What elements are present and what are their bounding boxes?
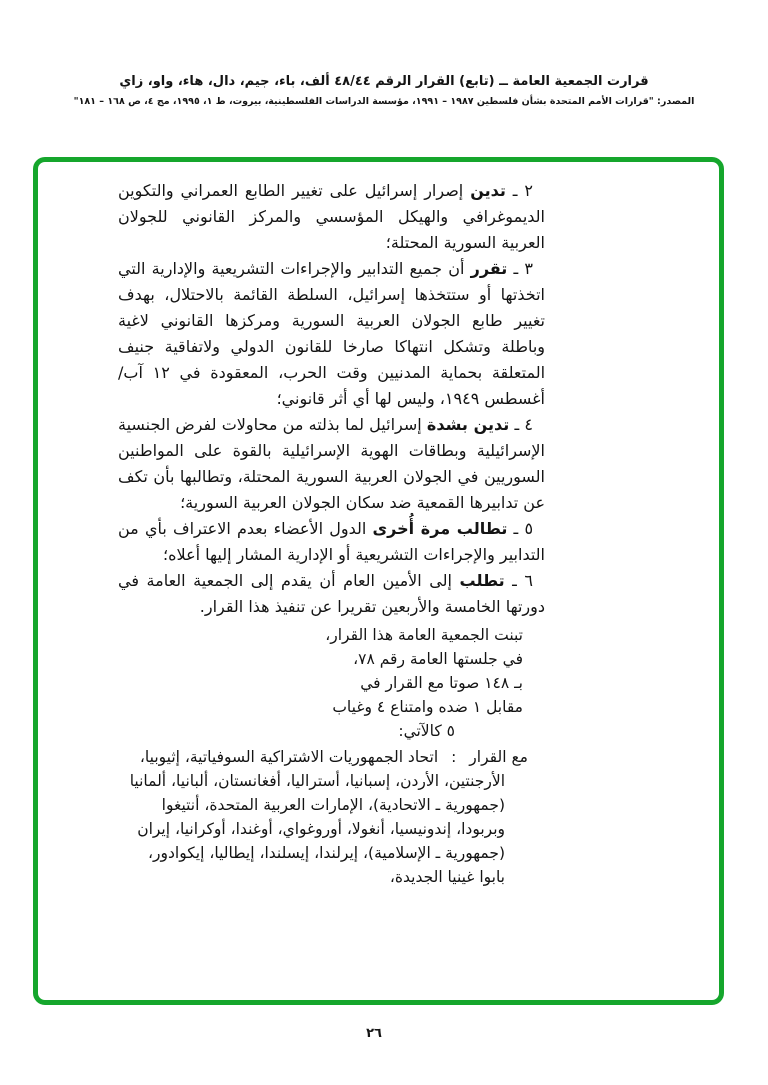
resolution-paragraph-4 xyxy=(118,412,545,516)
adoption-line: بـ ١٤٨ صوتا مع القرار في xyxy=(360,674,523,692)
page-header xyxy=(0,74,768,107)
header-title: قرارت الجمعية العامة ــ (تابع) القرار الرقم ٤٨/٤٤ ألف، باء، جيم، دال، هاء، واو، زاي xyxy=(119,74,649,89)
resolution-paragraph-6 xyxy=(118,568,545,620)
adoption-line: تبنت الجمعية العامة هذا القرار، xyxy=(325,626,523,644)
operative-word: تطلب xyxy=(459,571,505,590)
vote-record-for xyxy=(118,745,528,889)
adoption-line: مقابل ١ ضده وامتناع ٤ وغياب xyxy=(332,698,523,716)
vote-label: مع القرار xyxy=(469,748,528,766)
adoption-note xyxy=(118,623,545,743)
paragraph-text: إصرار إسرائيل على تغيير الطابع العمراني والتكوين الديموغرافي والهيكل المؤسسي والمركز القانوني للجولان العربية السورية المحتلة؛ xyxy=(118,181,545,252)
paragraph-number: ٦ ـ xyxy=(512,571,534,590)
vote-separator: : xyxy=(451,748,457,766)
header-source-citation: المصدر: "قرارات الأمم المتحدة بشأن فلسطين ١٩٨٧ – ١٩٩١، مؤسسة الدراسات الفلسطينية، بيروت، ط ١، ١٩٩٥، مج ٤، ص ١٦٨ – ١٨١" xyxy=(73,96,695,107)
page-number: ٢٦ xyxy=(366,1026,382,1041)
paragraph-text: إسرائيل لما بذلته من محاولات لفرض الجنسية الإسرائيلية وبطاقات الهوية الإسرائيلية بالقوة على المواطنين السوريين في الجولان العربية السورية المحتلة، وتطالبها بأن تكف عن تدابيرها القمعية ضد سكان الجولان العربية السورية؛ xyxy=(118,415,545,512)
vote-countries-list: اتحاد الجمهوريات الاشتراكية السوفياتية، إثيوبيا، الأرجنتين، الأردن، إسبانيا، أستراليا، أفغانستان، ألبانيا، ألمانيا (جمهورية ـ الاتحادية)، الإمارات العربية المتحدة، أنتيغوا وبربودا، إندونيسيا، أنغولا، أوروغواي، أوغندا، أوكرانيا، إيران (جمهورية ـ الإسلامية)، إيرلندا، إيسلندا، إيطاليا، إيكوادور، بابوا غينيا الجديدة، xyxy=(129,748,505,886)
operative-word: تدين بشدة xyxy=(426,415,510,434)
paragraph-number: ٤ ـ xyxy=(514,415,533,434)
paragraph-number: ٣ ـ xyxy=(513,259,533,278)
paragraph-text: الدول الأعضاء بعدم الاعتراف بأي من التدابير والإجراءات التشريعية أو الإدارية المشار إليها أعلاه؛ xyxy=(118,519,545,564)
adoption-line: في جلستها العامة رقم ٧٨، xyxy=(353,650,523,668)
resolution-paragraph-5 xyxy=(118,516,545,568)
resolution-paragraph-2 xyxy=(118,178,545,256)
operative-word: تطالب مرة أُخرى xyxy=(372,519,508,538)
paragraph-text: أن جميع التدابير والإجراءات التشريعية والإدارية التي اتخذتها أو ستتخذها إسرائيل، السلطة القائمة بالاحتلال، بهدف تغيير طابع الجولان العربية السورية ومركزها القانوني لاغية وباطلة وتشكل انتهاكا صارخا للقانون الدولي ولاتفاقية جنيف المتعلقة بحماية المدنيين وقت الحرب، المعقودة في ١٢ آب/أغسطس ١٩٤٩، وليس لها أي أثر قانوني؛ xyxy=(118,259,546,408)
adoption-line: ٥ كالآتي: xyxy=(398,722,455,740)
paragraph-number: ٥ ـ xyxy=(513,519,534,538)
resolution-paragraph-3 xyxy=(118,256,545,412)
resolution-body xyxy=(38,162,719,889)
paragraph-text: إلى الأمين العام أن يقدم إلى الجمعية العامة في دورتها الخامسة والأربعين تقريرا عن تنفيذ هذا القرار. xyxy=(118,571,545,616)
operative-word: تدين xyxy=(470,181,506,200)
paragraph-number: ٢ ـ xyxy=(512,181,533,200)
operative-word: تقرر xyxy=(470,259,508,278)
